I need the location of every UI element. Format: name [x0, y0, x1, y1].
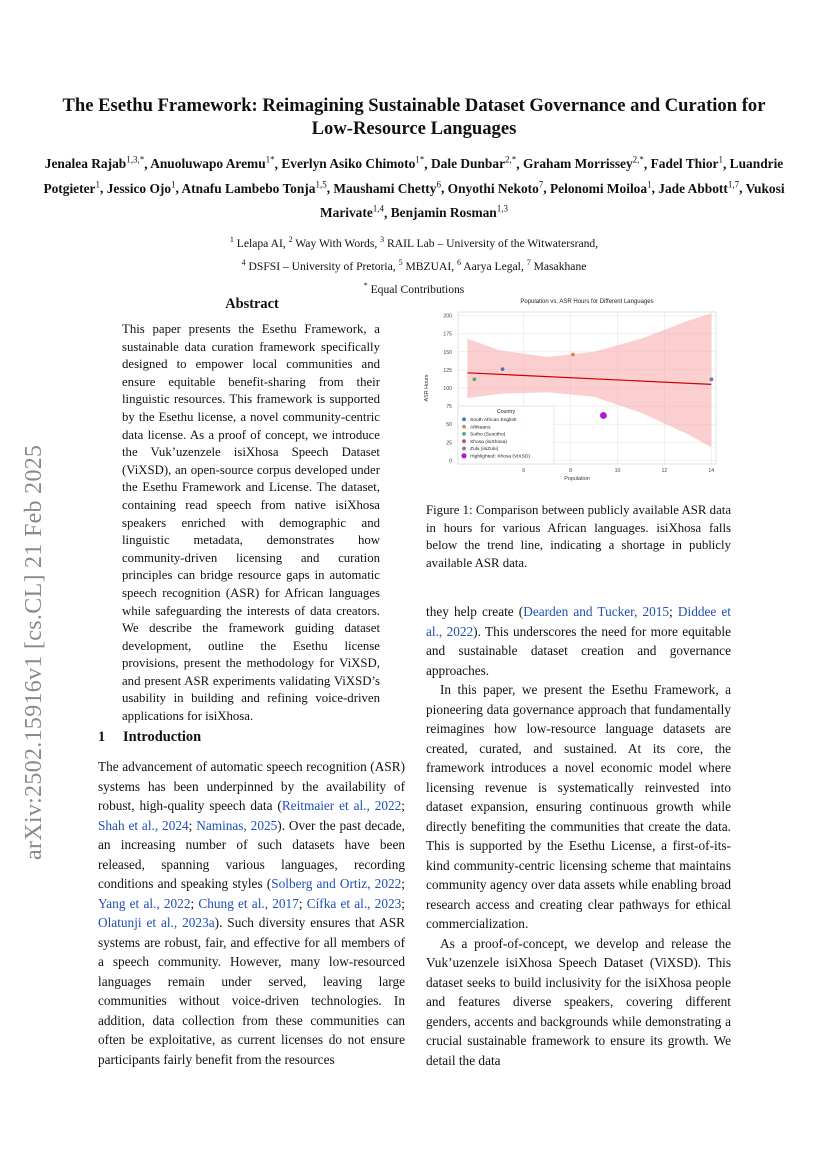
author-name: Pelonomi Moiloa$^1$ — [550, 179, 652, 196]
scatter-chart — [418, 296, 728, 492]
author-affiliation-mark: 1 — [171, 179, 176, 190]
arxiv-identifier: arXiv:2502.15916v1 [cs.CL] 21 Feb 2025 — [21, 444, 47, 860]
author-list: Jenalea Rajab$^{1,3,*}$, Anuoluwapo Aremu$^{1*}$, Everlyn Asiko Chimoto$^{1*}$, Dale Dunbar$^{2,*}$, Graham Morrissey$^{2,*}$, Fadel Thior$^1$, Luandrie Potgieter$^1$, Jessico Ojo$^1$, Atnafu Lambebo Tonja$^{1,5}$, Maushami Chetty$^6$, Onyothi Nekoto$^7$, Pelonomi Moiloa$^1$, Jade Abbott$^{1,7}$, Vukosi Marivate$^{1,4}$, Benjamin Rosman$^{1,3}$ — [43, 155, 785, 221]
legend-marker — [462, 439, 466, 443]
section-number: 1 — [98, 729, 106, 745]
paragraph-text: ; — [190, 895, 199, 911]
author-affiliation-mark: 1,7 — [727, 179, 740, 190]
paragraph-text: ; — [401, 895, 405, 911]
x-tick-label: 6 — [522, 468, 526, 474]
y-tick-label: 25 — [446, 440, 452, 447]
author-name: Everlyn Asiko Chimoto$^{1*}$ — [281, 155, 425, 172]
legend-label: Sotho (Sesotho) — [470, 432, 506, 438]
affiliation-mark: 4 — [241, 257, 246, 267]
y-tick-label: 50 — [446, 422, 452, 429]
data-point — [472, 377, 476, 381]
affiliation-line — [140, 230, 688, 253]
paragraph-text: ; — [188, 817, 197, 833]
affiliation-text: RAIL Lab – University of the Witwatersrand, — [384, 236, 599, 250]
body-paragraph: As a proof-of-concept, we develop and release the Vuk’uzenzele isiXhosa Speech Dataset (ViXSD). This dataset seeks to build inclusivity for the isiXhosa people and features diverse speakers, covering different genders, accents and backgrounds while demonstrating a crucial sustainable framework to ensure its growth. We detail the data — [426, 935, 731, 1068]
author-name: Benjamin Rosman$^{1,3}$ — [390, 203, 509, 221]
author-affiliation-mark: 1* — [265, 155, 275, 165]
data-point — [500, 367, 504, 371]
author-name: Jessico Ojo$^1$ — [106, 179, 176, 196]
x-tick-label: 14 — [708, 468, 715, 474]
y-tick-label: 150 — [443, 349, 452, 356]
paragraph-text: ; — [298, 895, 307, 911]
author-name: Dale Dunbar$^{2,*}$ — [430, 155, 517, 172]
affiliation-mark: 7 — [526, 257, 531, 267]
data-point — [600, 412, 607, 419]
legend-label: Afrikaans — [470, 425, 491, 431]
y-tick-label: 100 — [443, 386, 452, 392]
author-affiliation-mark: 1 — [647, 179, 652, 190]
x-tick-label: 12 — [661, 468, 668, 474]
author-affiliation-mark: 1,5 — [315, 179, 327, 190]
affiliation-text: Aarya Legal, — [461, 259, 527, 273]
x-axis-label: Population — [564, 476, 590, 482]
affiliation-text: MBZUAI, — [402, 259, 458, 273]
y-tick-label: 0 — [449, 458, 452, 465]
citation-link[interactable]: Solberg and Ortiz, 2022 — [271, 876, 402, 891]
citation-link[interactable]: Chung et al., 2017 — [198, 895, 299, 911]
affiliation-line — [140, 253, 688, 276]
legend-marker — [462, 417, 466, 421]
paragraph-text: ; — [401, 876, 405, 891]
figure-1-chart — [418, 296, 728, 492]
affiliation-mark: 3 — [380, 235, 385, 244]
y-tick-label: 175 — [443, 331, 452, 338]
body-paragraph: In this paper, we present the Esethu Framework, a pioneering data governance approach that fundamentally reimagines how low-resource language datasets are created, curated, and sustained. At its core, the framework introduces a novel economic model where licensing revenue is systematically reinvested into dataset expansion, ensuring continuous growth while directly benefiting the communities that create the data. This is supported by the Esethu License, a first-of-its-kind community-centric licensing scheme that maintains community agency over data assets while enabling broad research access and creating clear pathways for ethical commercialization. — [426, 682, 731, 931]
paragraph-text: The advancement of automatic speech recognition (ASR) systems has been underpinned by the availability of robust, high-quality speech data ( — [98, 759, 405, 813]
author-affiliation-mark: 1,3 — [496, 203, 509, 214]
author-name: Jenalea Rajab$^{1,3,*}$ — [44, 155, 145, 172]
citation-link[interactable]: Yang et al., 2022 — [98, 895, 191, 911]
paragraph-text: ). This underscores the need for more equitable and sustainable dataset creation and governance approaches. — [426, 623, 731, 678]
paragraph-text: ). Over the past decade, an increasing number of such datasets have been released, spanning various languages, recording conditions and speaking styles ( — [98, 817, 405, 891]
affiliation-mark: 6 — [457, 257, 462, 267]
author-affiliation-mark: 1* — [415, 155, 425, 165]
citation-link[interactable]: Diddee et al., 2022 — [426, 604, 731, 639]
affiliation-mark: 1 — [229, 235, 234, 244]
chart-title: Population vs. ASR Hours for Different Languages — [520, 299, 654, 305]
affiliation-text: Lelapa AI, — [233, 236, 289, 250]
legend-label: South African English — [470, 418, 517, 423]
author-name: Anuoluwapo Aremu$^{1*}$ — [150, 155, 275, 172]
citation-link[interactable]: Naminas, 2025 — [196, 817, 278, 833]
abstract-heading: Abstract — [225, 296, 279, 312]
legend-title: Country — [496, 409, 516, 415]
author-affiliation-mark: 1,3,* — [126, 155, 145, 165]
body-paragraph — [426, 602, 731, 680]
paragraph-text: ; — [401, 798, 405, 813]
abstract-text: This paper presents the Esethu Framework, a sustainable data curation framework specifically designed to empower local communities and ensure equitable benefit-sharing from their linguistic resources. This framework is supported by the Esethu license, a novel community-centric data license. As a proof of concept, we introduce the Vuk’uzenzele isiXhosa Speech Dataset (ViXSD), an open-source corpus developed under the Esethu Framework and License. The dataset, containing read speech from native isiXhosa speakers enriched with demographic and linguistic metadata, demonstrates how community-driven licensing and curation principles can bridge resource gaps in automatic speech recognition (ASR) for African languages while safeguarding the interests of data creators. We describe the framework guiding dataset development, outline the Esethu license provisions, present the methodology for ViXSD, and present ASR experiments validating ViXSD’s usability in building and refining voice-driven applications for isiXhosa. — [122, 322, 380, 724]
introduction-paragraph — [98, 757, 405, 1069]
data-point — [571, 353, 575, 357]
author-affiliation-mark: 1 — [95, 179, 100, 190]
legend-marker — [462, 425, 466, 429]
legend-marker — [462, 447, 466, 451]
section-title: Introduction — [123, 729, 202, 745]
author-name: Luandrie Potgieter$^1$ — [43, 156, 784, 196]
legend-marker — [461, 453, 466, 458]
paragraph-text: ; — [669, 604, 678, 619]
affiliation-text: Masakhane — [530, 259, 587, 273]
citation-link[interactable]: Olatunji et al., 2023a — [98, 915, 215, 930]
legend-label: Highlighted: Xhosa (ViXSD) — [470, 454, 530, 460]
x-tick-label: 8 — [569, 468, 573, 474]
legend-marker — [462, 432, 466, 436]
affiliation-mark: * — [363, 280, 368, 290]
legend-label: Xhosa (isiXhosa) — [470, 439, 507, 445]
affiliation-text: DSFSI – University of Pretoria, — [245, 259, 399, 273]
affiliation-text: Way With Words, — [292, 236, 381, 250]
y-tick-label: 125 — [443, 367, 452, 374]
author-affiliation-mark: 6 — [436, 179, 441, 190]
x-tick-label: 10 — [614, 468, 621, 474]
author-name: Jade Abbott$^{1,7}$ — [658, 179, 740, 196]
citation-link[interactable]: Dearden and Tucker, 2015 — [523, 604, 670, 619]
author-affiliation-mark: 2,* — [505, 155, 517, 165]
paper-title: The Esethu Framework: Reimagining Sustainable Dataset Governance and Curation for Low-Resource Languages — [62, 95, 766, 139]
author-affiliation-mark: 2,* — [632, 155, 644, 165]
y-axis-label: ASR Hours — [424, 374, 430, 402]
affiliation-mark: 5 — [398, 257, 403, 267]
author-name: Onyothi Nekoto$^7$ — [447, 179, 544, 196]
author-name: Fadel Thior$^1$ — [650, 155, 723, 172]
figure-caption: Figure 1: Comparison between publicly available ASR data in hours for various African languages. isiXhosa falls below the trend line, indicating a shortage in publicly available ASR data. — [426, 503, 731, 570]
author-name: Atnafu Lambebo Tonja$^{1,5}$ — [181, 179, 327, 196]
y-tick-label: 75 — [446, 404, 452, 411]
affiliation-text: Equal Contributions — [367, 282, 465, 296]
author-affiliation-mark: 7 — [538, 179, 544, 190]
citation-link[interactable]: Reitmaier et al., 2022 — [281, 798, 402, 813]
citation-link[interactable]: Shah et al., 2024 — [98, 817, 189, 833]
right-column-text — [426, 602, 731, 1070]
affiliations — [140, 230, 688, 299]
author-affiliation-mark: 1,4 — [372, 203, 385, 214]
author-name: Graham Morrissey$^{2,*}$ — [522, 155, 644, 172]
author-affiliation-mark: 1 — [718, 155, 723, 165]
citation-link[interactable]: Cífka et al., 2023 — [306, 895, 402, 911]
author-name: Vukosi Marivate$^{1,4}$ — [319, 180, 785, 221]
y-tick-label: 200 — [443, 313, 452, 320]
affiliation-mark: 2 — [288, 235, 293, 244]
data-point — [709, 377, 713, 381]
paragraph-text: ). Such diversity ensures that ASR systems are robust, fair, and effective for all members of a speech community. However, many low-resourced languages remain under served, leaving large communities without voice-driven technologies. In addition, data collection from these communities can often be exploitative, as current licenses do not ensure participants fairly benefit from the resources — [98, 915, 405, 1067]
author-name: Maushami Chetty$^6$ — [333, 179, 441, 196]
paragraph-text: they help create ( — [426, 604, 524, 619]
legend-label: Zulu (isiZulu) — [470, 447, 499, 453]
section-heading-introduction — [98, 729, 201, 746]
